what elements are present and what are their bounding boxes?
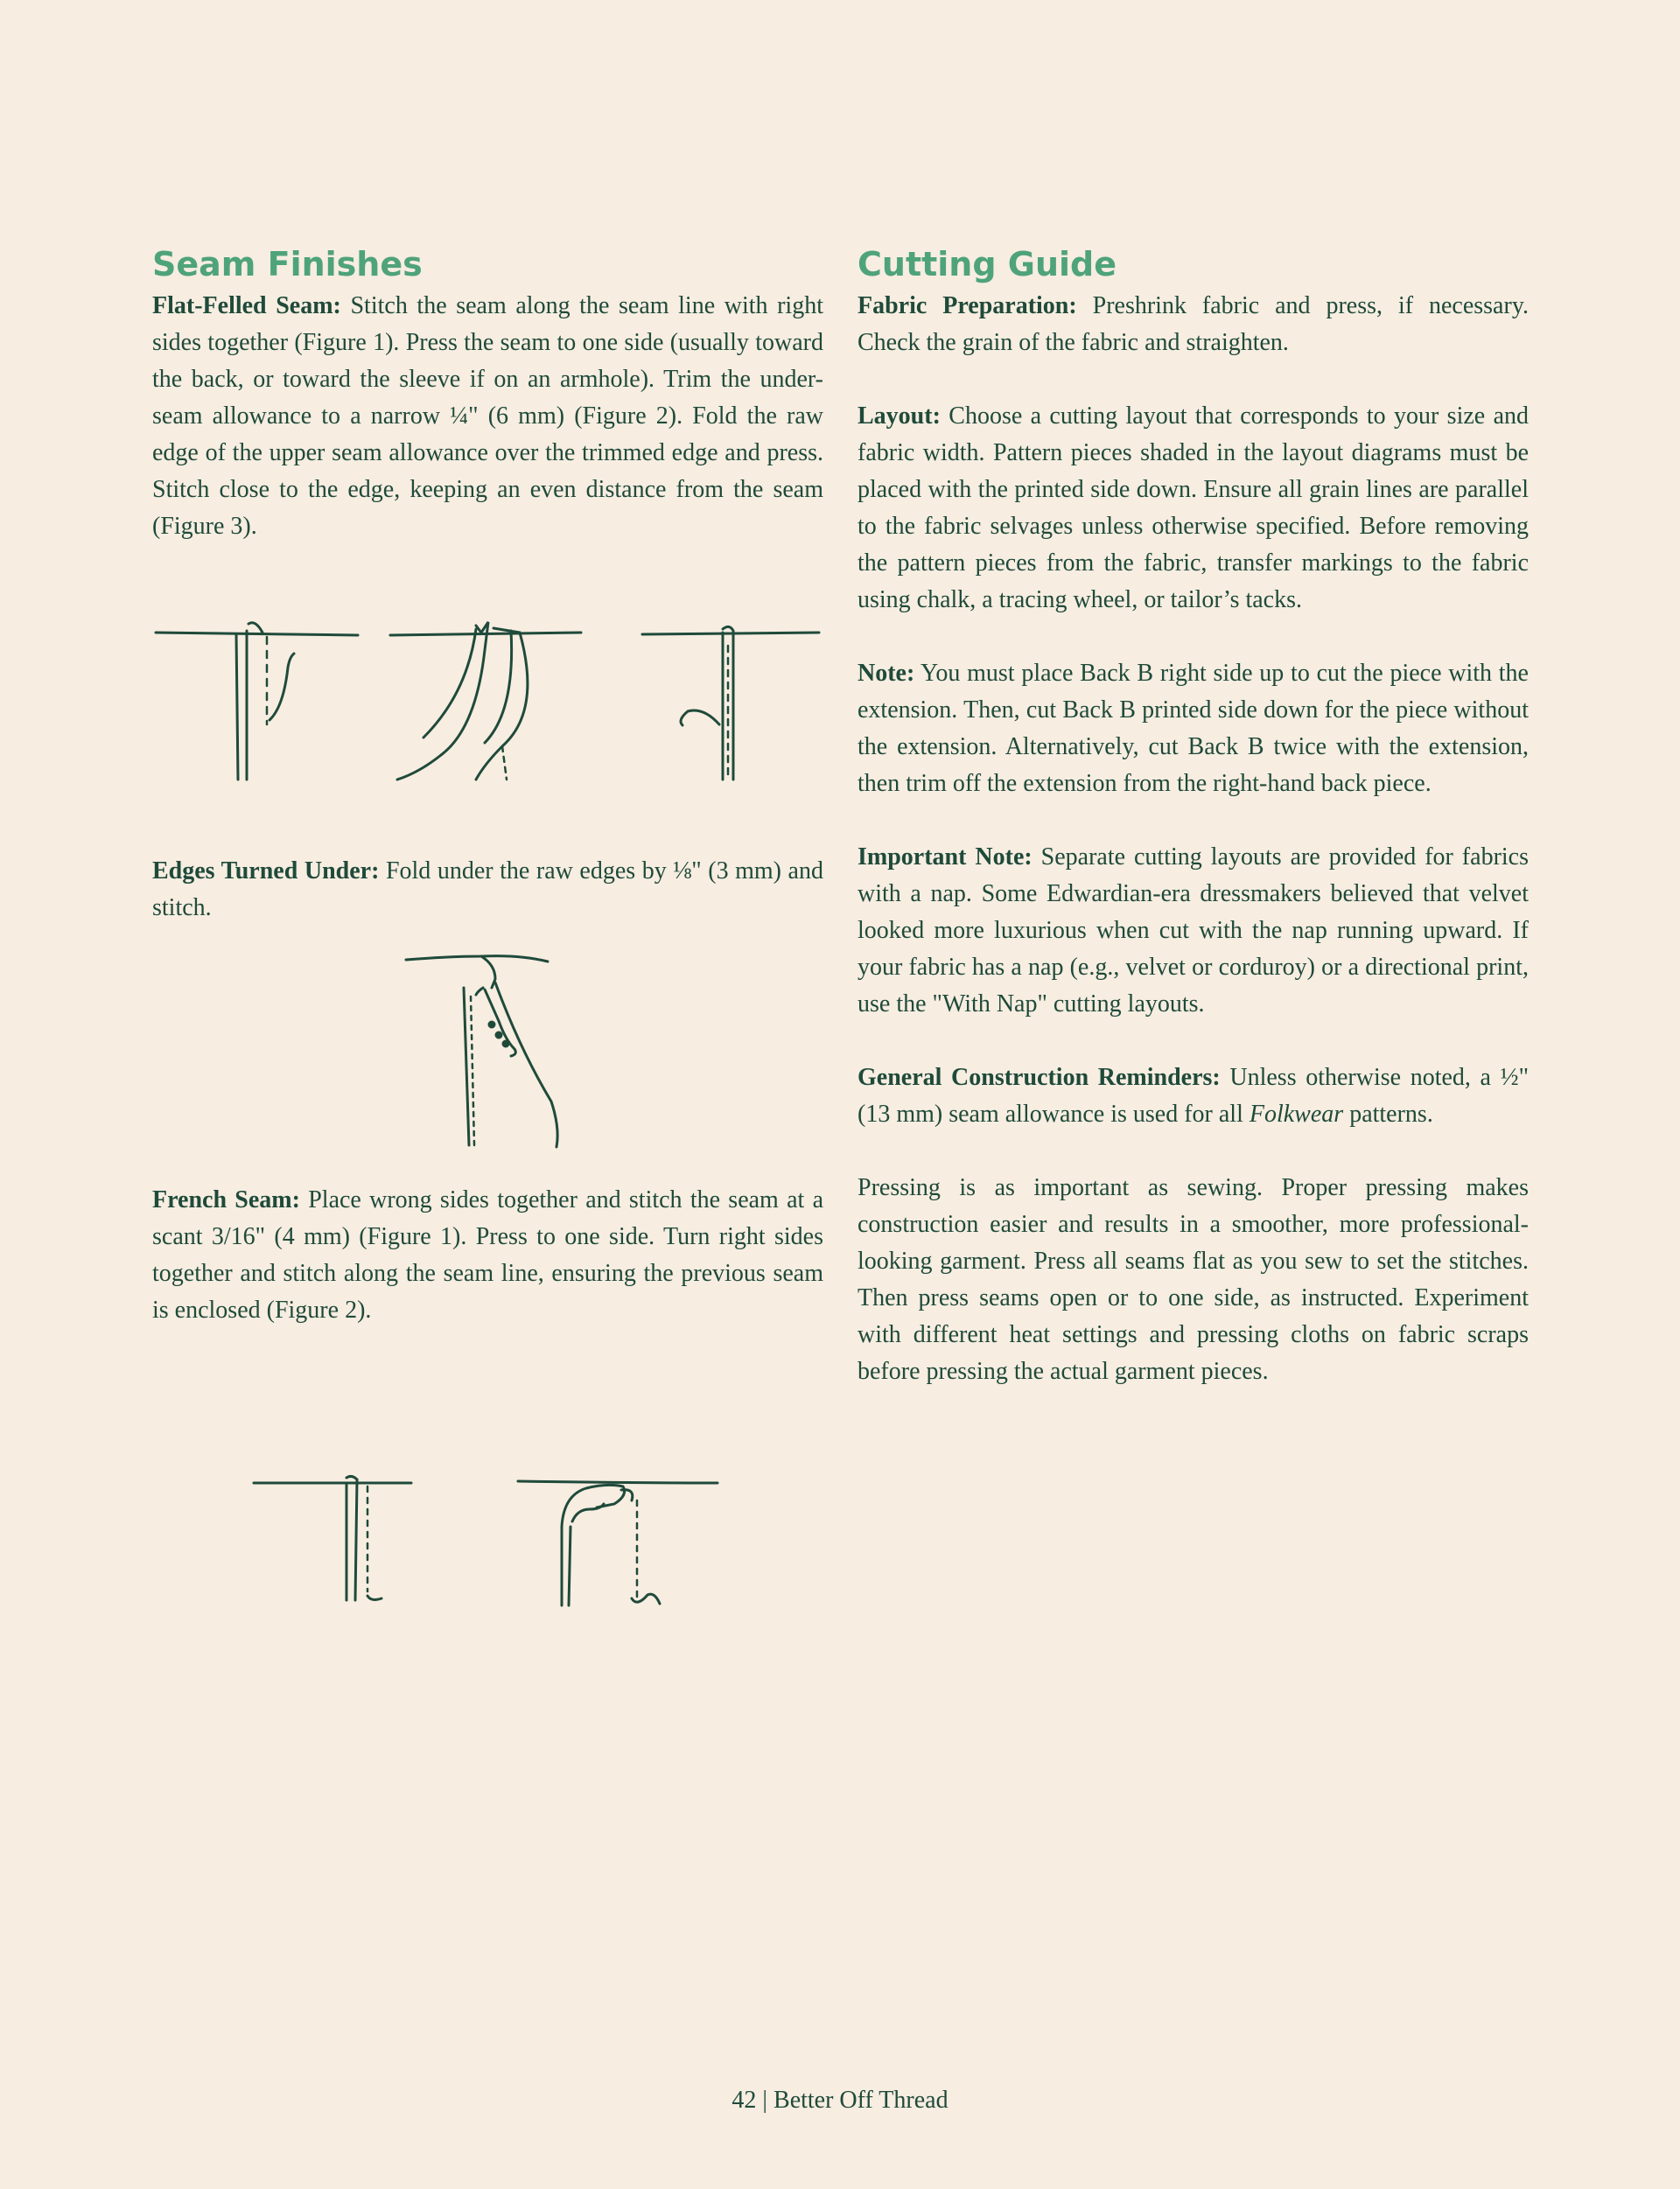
text-fabric-preparation: Preshrink fabric and press, if necessary. Check the grain of the fabric and straighten. <box>858 292 1529 356</box>
figure-flat-felled-seam <box>152 545 823 853</box>
term-flat-felled-seam: Flat-Felled Seam: <box>152 292 341 319</box>
term-edges-turned-under: Edges Turned Under: <box>152 857 380 885</box>
text-edges-turned-under: Fold under the raw edges by ⅛" (3 mm) and stitch. <box>152 857 823 921</box>
paragraph-edges-turned-under <box>152 853 823 927</box>
section-heading-cutting-guide: Cutting Guide <box>858 245 1117 283</box>
figure-edges-turned-under <box>152 927 823 1182</box>
term-general-construction: General Construction Reminders: <box>858 1064 1221 1091</box>
edges-turned-under-illustration <box>152 927 823 1182</box>
flat-felled-seam-illustration <box>152 545 823 853</box>
page-footer <box>0 2087 1680 2115</box>
paragraph-important-note <box>858 839 1529 1023</box>
text-general-construction-after: patterns. <box>1343 1101 1433 1128</box>
paragraph-note <box>858 655 1529 802</box>
paragraph-general-construction <box>858 1060 1529 1133</box>
figure-french-seam <box>152 1329 823 1679</box>
text-french-seam: Place wrong sides together and stitch the seam at a scant 3/16" (4 mm) (Figure 1). Press to one side. Turn right sides together and stitch along the seam line, ensuring the previous seam is enclosed (Figure 2). <box>152 1186 823 1324</box>
left-column <box>152 241 823 1679</box>
footer-separator: | <box>762 2087 768 2114</box>
right-column <box>858 241 1529 1390</box>
text-flat-felled-seam: Stitch the seam along the seam line with right sides together (Figure 1). Press the seam to one side (usually toward the back, or toward the sleeve if on an armhole). Trim the under-seam allowance to a narrow ¼" (6 mm) (Figure 2). Fold the raw edge of the upper seam allowance over the trimmed edge and press. Stitch close to the edge, keeping an even distance from the seam (Figure 3). <box>152 292 823 540</box>
text-note: You must place Back B right side up to cut the piece with the extension. Then, cut Back B printed side down for the piece without the extension. Alternatively, cut Back B twice with the extension, then trim off the extension from the right-hand back piece. <box>858 660 1529 797</box>
text-general-construction-before: Unless otherwise noted, a ½" (13 mm) seam allowance is used for all <box>858 1064 1529 1128</box>
page-number: 42 <box>732 2087 757 2114</box>
term-layout: Layout: <box>858 402 941 430</box>
term-french-seam: French Seam: <box>152 1186 300 1213</box>
paragraph-flat-felled-seam <box>152 288 823 545</box>
text-important-note: Separate cutting layouts are provided for fabrics with a nap. Some Edwardian-era dressmakers believed that velvet looked more luxurious when cut with the nap running upward. If your fabric has a nap (e.g., velvet or corduroy) or a directional print, use the "With Nap" cutting layouts. <box>858 843 1529 1018</box>
paragraph-french-seam <box>152 1182 823 1329</box>
section-heading-seam-finishes: Seam Finishes <box>152 245 423 283</box>
paragraph-layout <box>858 398 1529 619</box>
term-important-note: Important Note: <box>858 843 1032 871</box>
paragraph-pressing: Pressing is as important as sewing. Proper pressing makes construction easier and results in a smoother, more professional-looking garment. Press all seams flat as you sew to set the stitches. Then press seams open or to one side, as instructed. Experiment with different heat settings and pressing cloths on fabric scraps before pressing the actual garment pieces. <box>858 1174 1529 1385</box>
french-seam-illustration <box>152 1329 823 1679</box>
term-fabric-preparation: Fabric Preparation: <box>858 292 1077 319</box>
text-layout: Choose a cutting layout that corresponds to your size and fabric width. Pattern pieces shaded in the layout diagrams must be placed with the printed side down. Ensure all grain lines are parallel to the fabric selvages unless otherwise specified. Before removing the pattern pieces from the fabric, transfer markings to the fabric using chalk, a tracing wheel, or tailor’s tacks. <box>858 402 1529 613</box>
term-note: Note: <box>858 660 915 687</box>
book-title: Better Off Thread <box>774 2087 948 2114</box>
paragraph-fabric-preparation <box>858 288 1529 361</box>
brand-folkwear: Folkwear <box>1249 1101 1344 1128</box>
